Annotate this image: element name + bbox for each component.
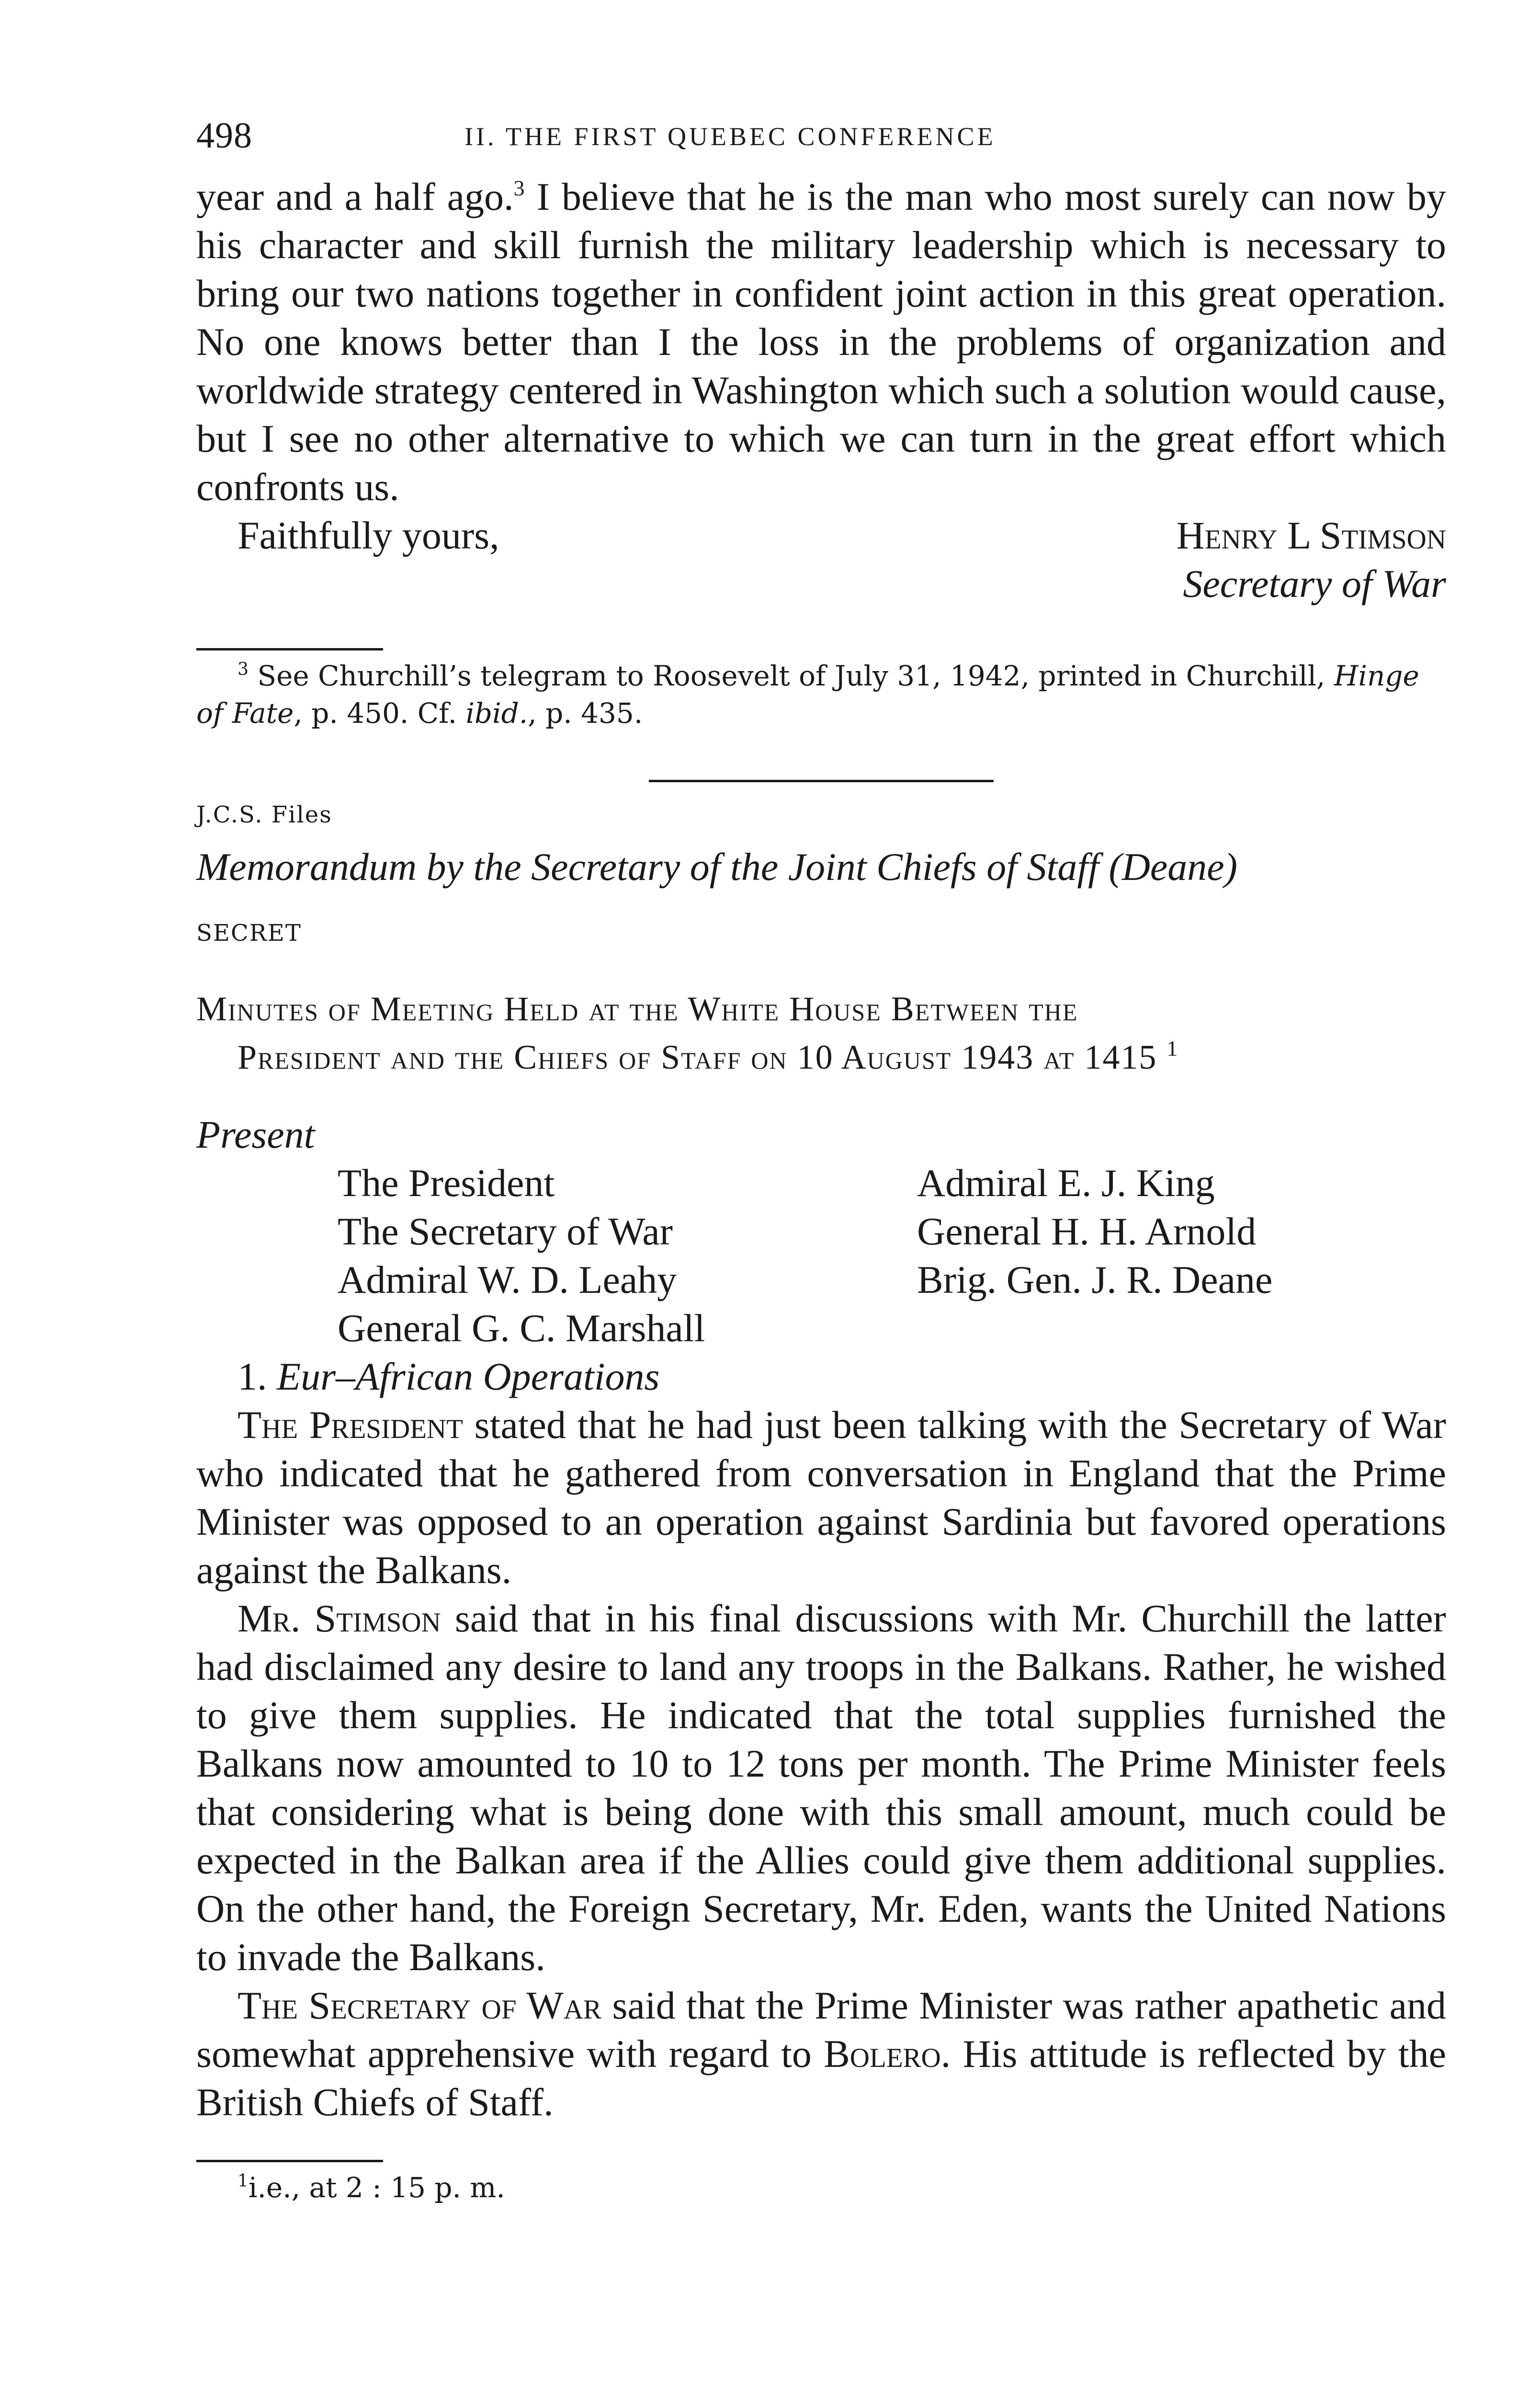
letter-closing: Faithfully yours, bbox=[238, 513, 499, 557]
paragraph-text: said that in his final discussions with Mr. Churchill the latter had disclaimed any desire to land any troops in the Balkans. Rather, he wished to give them supplies. He indicated that the total supplies furnished the Balkans now amounted to 10 to 12 tons per month. The Prime Minister feels that considering what is being done with this small amount, much could be expected in the Balkan area if the Allies could give them additional supplies. On the other hand, the Foreign Secretary, Mr. Eden, wants the United Nations to invade the Balkans. bbox=[196, 1597, 1446, 1979]
running-title: II. THE FIRST QUEBEC CONFERENCE bbox=[464, 122, 996, 151]
minutes-heading-line-2 bbox=[196, 1033, 1446, 1082]
section-number: 1. bbox=[238, 1355, 277, 1398]
file-label: J.C.S. Files bbox=[196, 801, 332, 828]
letter-text-start: year and a half ago. bbox=[196, 175, 514, 218]
footnote-3-marker: 3 bbox=[238, 659, 249, 679]
footnote-ref-3: 3 bbox=[513, 175, 525, 200]
attendee: The President bbox=[338, 1161, 555, 1205]
attendee: Brig. Gen. J. R. Deane bbox=[917, 1258, 1273, 1301]
present-label: Present bbox=[196, 1113, 315, 1156]
footnote-3-text-2: , p. 450. Cf. bbox=[294, 697, 466, 730]
memorandum-title bbox=[196, 843, 1446, 891]
running-head bbox=[196, 115, 1446, 172]
footnote-1 bbox=[196, 2169, 1446, 2206]
attendees-right-column bbox=[917, 1159, 1272, 1304]
memorandum-title-main: Memorandum by the Secretary of the Joint Chiefs of Staff bbox=[196, 845, 1099, 889]
minutes-heading bbox=[196, 985, 1446, 1082]
minutes-paragraph-1 bbox=[196, 1401, 1446, 1594]
footnote-3-ibid: ibid. bbox=[465, 697, 528, 730]
letter-paragraph bbox=[196, 172, 1446, 511]
minutes-heading-line-1: Minutes of Meeting Held at the White House Between the bbox=[196, 990, 1078, 1028]
paragraph-text-end: . His attitude is reflected by the British Chiefs of Staff. bbox=[196, 2032, 1446, 2124]
attendee: Admiral W. D. Leahy bbox=[338, 1258, 677, 1301]
page-number: 498 bbox=[196, 115, 252, 156]
minutes-heading-line-2-text: President and the Chiefs of Staff on 10 August 1943 at 1415 bbox=[238, 1038, 1157, 1076]
speaker-secretary-of-war: The Secretary of War bbox=[238, 1984, 602, 2027]
speaker-president: The President bbox=[238, 1403, 463, 1447]
letter-signature: Henry L Stimson bbox=[1176, 513, 1446, 557]
footnote-3 bbox=[196, 657, 1446, 732]
footnote-3-text: See Churchill’s telegram to Roosevelt of July 31, 1942, printed in Churchill, bbox=[248, 660, 1334, 692]
memorandum-title-author: (Deane) bbox=[1098, 845, 1238, 889]
attendees-left-column bbox=[338, 1159, 705, 1352]
speaker-stimson: Mr. Stimson bbox=[238, 1597, 441, 1640]
footnote-ref-1: 1 bbox=[1166, 1036, 1179, 1061]
section-heading bbox=[196, 1352, 1446, 1401]
letter-signature-title: Secretary of War bbox=[1183, 562, 1446, 605]
minutes-paragraph-3 bbox=[196, 1981, 1446, 2126]
footnote-3-text-3: , p. 435. bbox=[528, 697, 643, 730]
attendee: General H. H. Arnold bbox=[917, 1209, 1257, 1253]
footnote-1-marker: 1 bbox=[238, 2171, 249, 2191]
footnote-1-text: i.e., at 2 : 15 p. m. bbox=[248, 2171, 505, 2204]
letter-closing-row bbox=[196, 511, 1446, 559]
classification-label: SECRET bbox=[196, 920, 302, 947]
attendee: Admiral E. J. King bbox=[917, 1161, 1215, 1205]
paragraph-text: said that the Prime Minister was rather apathetic and somewhat apprehensive with regard to bbox=[196, 1984, 1446, 2076]
letter-text-rest: I believe that he is the man who most surely can now by his character and skill furnish the military leadership which is necessary to bring our two nations together in confident joint action in this great operation. No one knows better than I the loss in the problems of organization and worldwide strategy centered in Washington which such a solution would cause, but I see no other alternative to which we can turn in the great effort which confronts us. bbox=[196, 175, 1446, 509]
footnote-3-book-title: Hinge of Fate bbox=[196, 660, 1419, 730]
minutes-paragraph-2 bbox=[196, 1594, 1446, 1981]
attendee: General G. C. Marshall bbox=[338, 1306, 705, 1350]
operation-bolero: Bolero bbox=[824, 2032, 941, 2076]
section-title: Eur–African Operations bbox=[277, 1355, 660, 1398]
document-page bbox=[196, 115, 1446, 2206]
attendees-list bbox=[196, 1159, 1446, 1352]
attendee: The Secretary of War bbox=[338, 1209, 673, 1253]
paragraph-text: stated that he had just been talking with the Secretary of War who indicated that he gathered from conversation in England that the Prime Minister was opposed to an operation against Sardinia but favored operations against the Balkans. bbox=[196, 1403, 1446, 1592]
